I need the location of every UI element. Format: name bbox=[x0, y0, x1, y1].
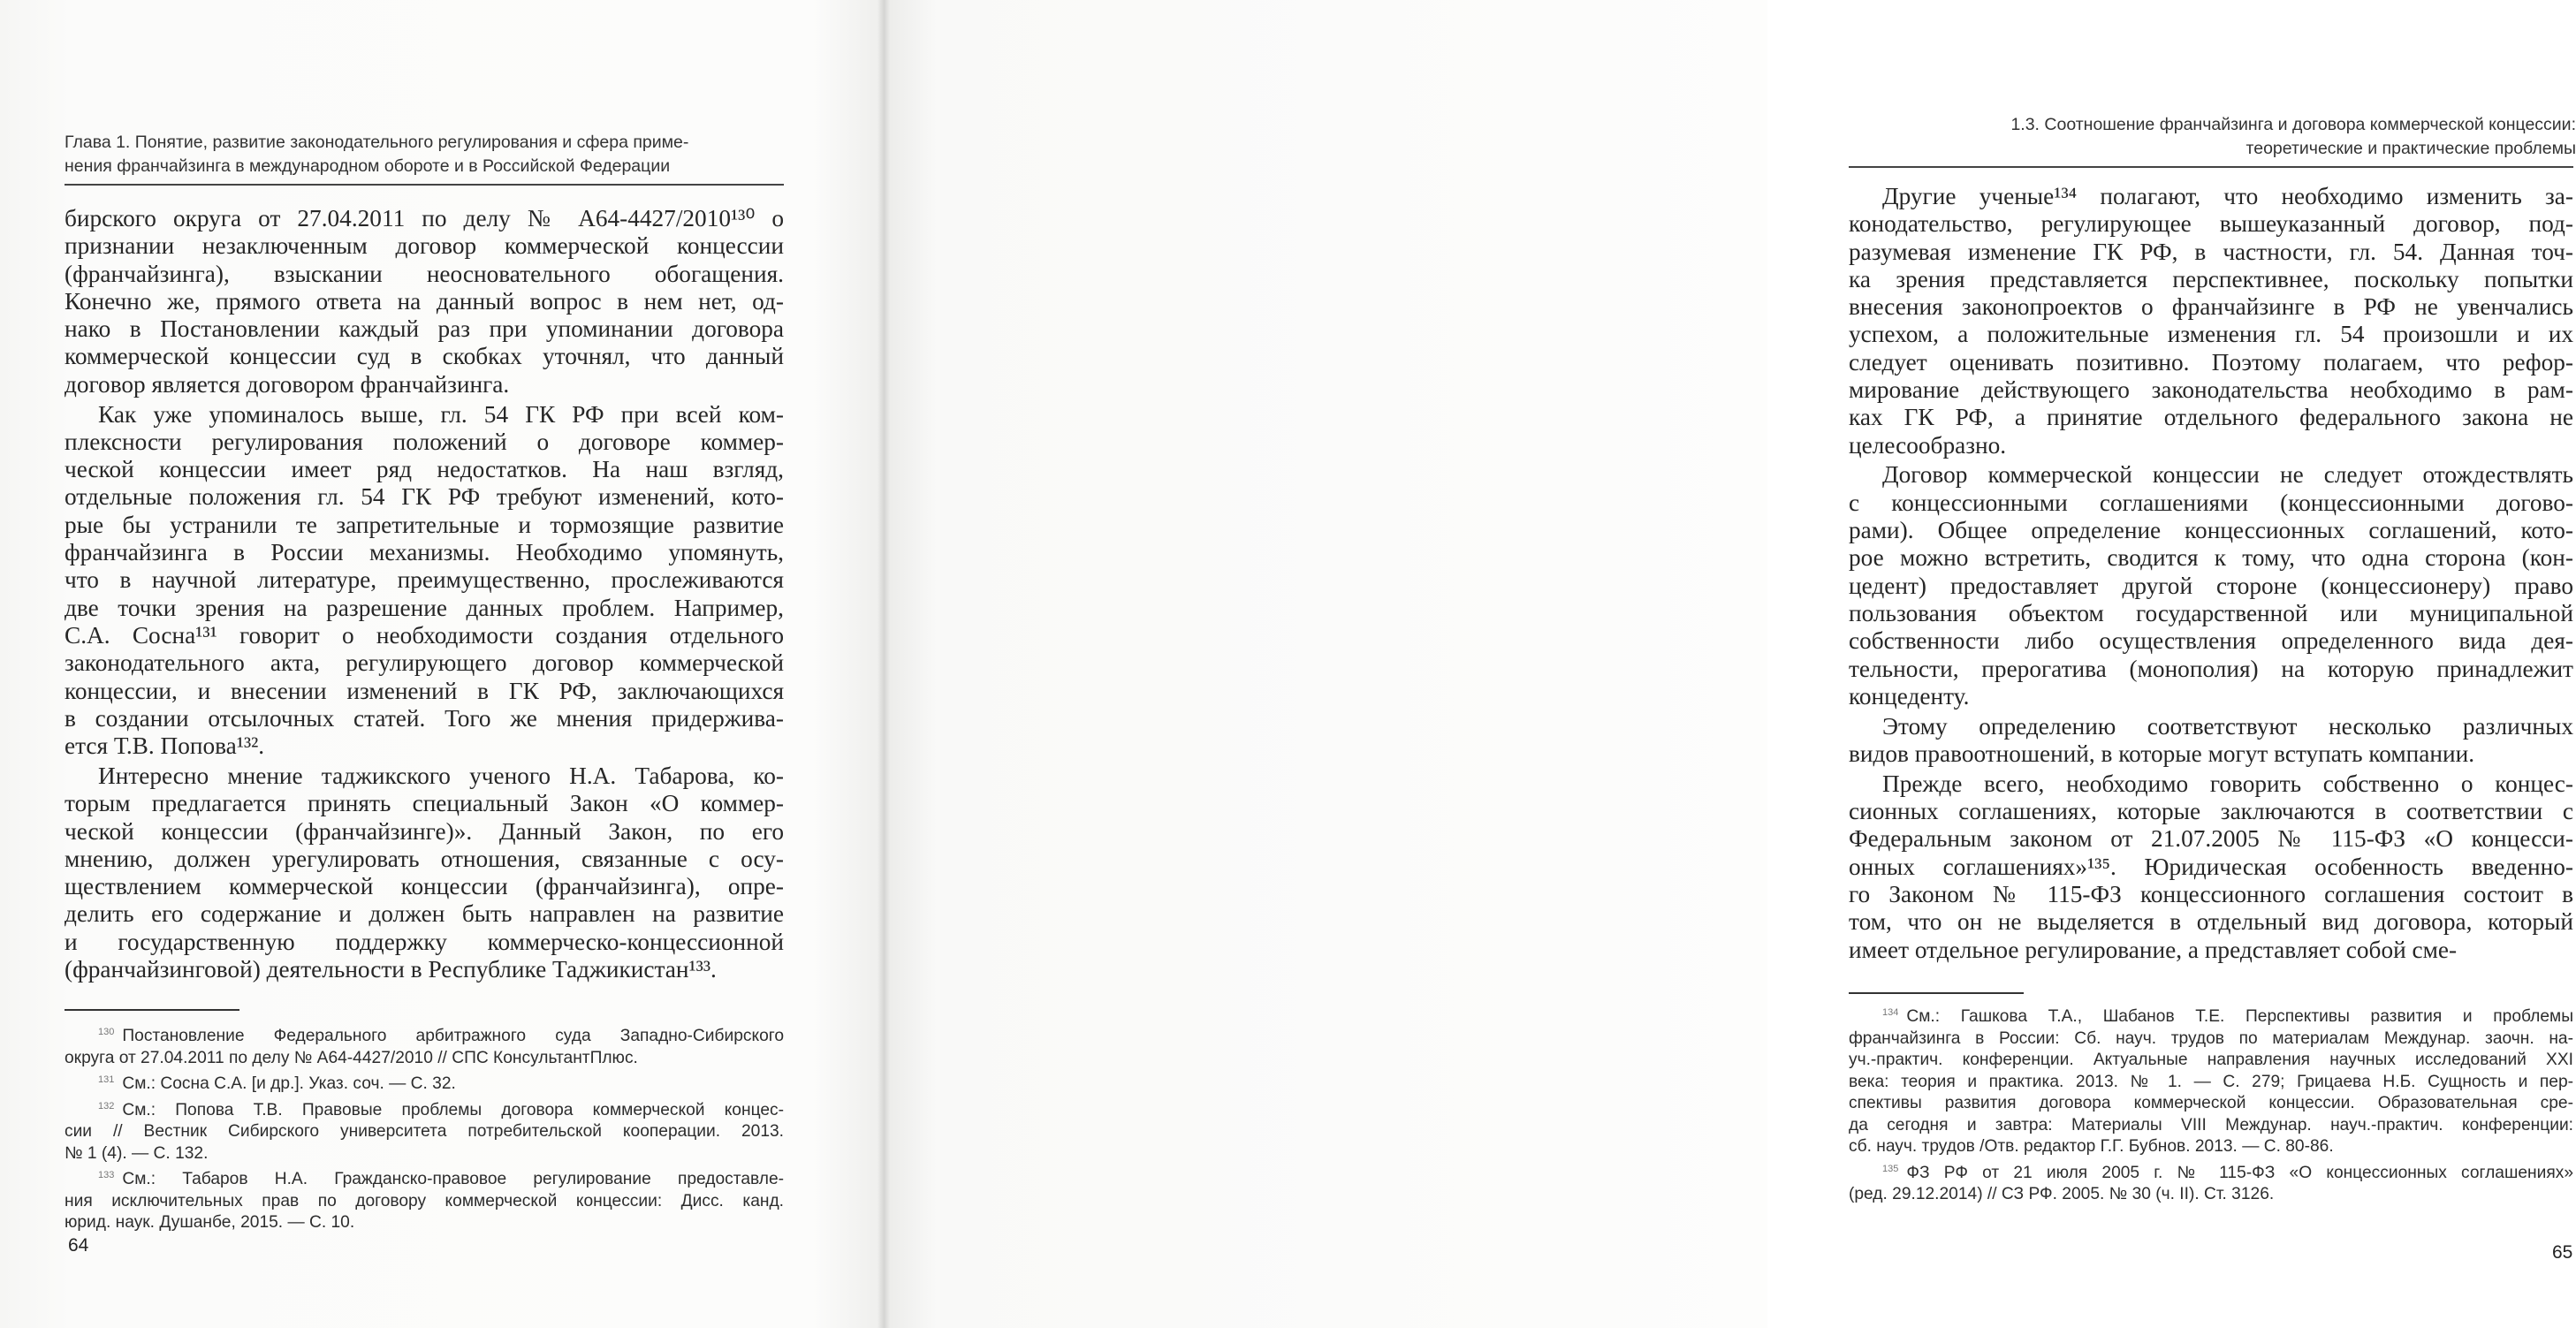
footnote-text: века: теория и практика. 2013. № 1. — С. 279; Грицаева Н.Б. Сущность и пер- bbox=[1849, 1072, 2573, 1091]
footnote-text: ФЗ РФ от 21 июля 2005 г. № 115-ФЗ «О концессионных соглашениях» bbox=[1906, 1163, 2573, 1182]
paragraph bbox=[1849, 713, 2573, 769]
paragraph bbox=[65, 401, 784, 761]
text-line: собственности либо осуществления определенного вида дея- bbox=[1849, 627, 2573, 655]
text-line: Интересно мнение таджикского ученого Н.А. Табарова, ко- bbox=[98, 762, 784, 789]
footnote-line bbox=[1849, 1050, 2573, 1072]
text-line: торым предлагается принять специальный Закон «О коммер- bbox=[65, 790, 784, 817]
footnote-line bbox=[1849, 1072, 2573, 1094]
footnote-number: 130 bbox=[98, 1027, 115, 1037]
text-line: (франчайзинговой) деятельности в Республике Таджикистан¹³³. bbox=[65, 956, 717, 983]
running-head bbox=[65, 131, 761, 178]
footnote-line bbox=[1849, 1028, 2573, 1051]
text-line: что в научной литературе, преимущественно, прослеживаются bbox=[65, 566, 784, 594]
text-line: успехом, а положительные изменения гл. 54 произошли и их bbox=[1849, 321, 2573, 348]
text-line: договор является договором франчайзинга. bbox=[65, 370, 510, 398]
footnote-line bbox=[65, 1212, 784, 1234]
text-line: коммерческой концессии суд в скобках уточнял, что данный bbox=[65, 343, 784, 370]
text-line: и государственную поддержку коммерческо-концессионной bbox=[65, 928, 784, 955]
running-head-line: теоретические и практические проблемы bbox=[2245, 139, 2576, 158]
footnote-line bbox=[1849, 1115, 2573, 1137]
header-rule bbox=[65, 184, 784, 186]
text-line: конодательство, регулирующее вышеуказанный договор, под- bbox=[1849, 210, 2573, 238]
paragraph bbox=[1849, 461, 2573, 710]
text-line: Как уже упоминалось выше, гл. 54 ГК РФ при всей ком- bbox=[98, 400, 784, 428]
text-line: Федеральным законом от 21.07.2005 № 115-ФЗ «О концесси- bbox=[1849, 825, 2573, 853]
text-line: концеденту. bbox=[1849, 682, 1970, 710]
text-line: Договор коммерческой концессии не следует отождествлять bbox=[1882, 461, 2573, 489]
right-page bbox=[884, 0, 2576, 1328]
text-line: бирского округа от 27.04.2011 по делу № А64-4427/2010¹³⁰ о bbox=[65, 205, 784, 231]
footnote bbox=[1849, 1158, 2573, 1206]
footnote-text: (ред. 29.12.2014) // СЗ РФ. 2005. № 30 (ч. II). Ст. 3126. bbox=[1849, 1185, 2275, 1203]
footnotes bbox=[1849, 1002, 2573, 1206]
footnote-line bbox=[1849, 1002, 2573, 1028]
footnote-text: да сегодня и завтра: Материалы VIII Междунар. науч.-практич. конференции: bbox=[1849, 1115, 2573, 1134]
left-page bbox=[0, 0, 884, 1328]
footnote-text: округа от 27.04.2011 по делу № А64-4427/2010 // СПС КонсультантПлюс. bbox=[65, 1048, 638, 1067]
running-head-line: нения франчайзинга в международном обороте и в Российской Федерации bbox=[65, 156, 671, 176]
text-line: Этому определению соответствуют несколько различных bbox=[1882, 712, 2573, 740]
footnote bbox=[65, 1096, 784, 1165]
text-line: нако в Постановлении каждый раз при упоминании договора bbox=[65, 315, 784, 343]
footnote-number: 132 bbox=[98, 1100, 115, 1112]
text-line: имеет отдельное регулирование, а представляет собой сме- bbox=[1849, 936, 2458, 963]
paragraph bbox=[65, 763, 784, 983]
text-line: ка зрения представляется перспективнее, поскольку попытки bbox=[1849, 265, 2573, 292]
text-line: законодательного акта, регулирующего договор коммерческой bbox=[65, 649, 784, 677]
footnote-number: 131 bbox=[98, 1074, 115, 1085]
text-line: делить его содержание и должен быть направлен на развитие bbox=[65, 900, 784, 928]
running-head bbox=[1849, 113, 2576, 161]
footnote-text: ния исключительных прав по договору коммерческой концессии: Дисс. канд. bbox=[65, 1191, 784, 1210]
text-line: плексности регулирования положений о договоре коммер- bbox=[65, 428, 784, 455]
text-line: концессии, и внесении изменений в ГК РФ, заключающихся bbox=[65, 677, 784, 704]
text-line: сионных соглашениях, которые заключаются в соответствии с bbox=[1849, 798, 2573, 825]
text-line: видов правоотношений, в которые могут вступать компании. bbox=[1849, 740, 2475, 767]
text-line: в создании отсылочных статей. Того же мнения придержива- bbox=[65, 704, 784, 732]
footnote-line bbox=[1849, 1136, 2573, 1158]
footnote-text: юрид. наук. Душанбе, 2015. — С. 10. bbox=[65, 1213, 355, 1232]
footnote-line bbox=[65, 1069, 784, 1096]
running-head-line: Глава 1. Понятие, развитие законодательного регулирования и сфера приме- bbox=[65, 133, 689, 152]
footnotes bbox=[65, 1021, 784, 1234]
page-number: 65 bbox=[2552, 1242, 2573, 1263]
footnote-number: 135 bbox=[1882, 1163, 1899, 1174]
footnote bbox=[65, 1069, 784, 1096]
footnote-line bbox=[1849, 1184, 2573, 1206]
paragraph bbox=[65, 205, 784, 398]
running-head-line: 1.3. Соотношение франчайзинга и договора коммерческой концессии: bbox=[2010, 115, 2576, 134]
text-line: отдельные положения гл. 54 ГК РФ требуют изменений, кото- bbox=[65, 483, 784, 511]
footnote bbox=[1849, 1002, 2573, 1158]
footnote-rule bbox=[1849, 992, 2024, 994]
footnote-line bbox=[65, 1021, 784, 1048]
text-line: две точки зрения на разрешение данных проблем. Например, bbox=[65, 594, 784, 621]
text-line: мирование действующего законодательства необходимо в рам- bbox=[1849, 376, 2573, 404]
text-line: го Законом № 115-ФЗ концессионного соглашения состоит в bbox=[1849, 880, 2573, 907]
footnote bbox=[65, 1165, 784, 1234]
text-line: (франчайзинга), взыскании неосновательного обогащения. bbox=[65, 260, 784, 287]
text-line: С.А. Сосна¹³¹ говорит о необходимости создания отдельного bbox=[65, 621, 784, 649]
text-line: рое можно встретить, сводится к тому, что одна сторона (кон- bbox=[1849, 544, 2573, 572]
paragraph bbox=[1849, 183, 2573, 459]
text-line: мнению, должен урегулировать отношения, связанные с осу- bbox=[65, 845, 784, 872]
text-line: ется Т.В. Попова¹³². bbox=[65, 732, 265, 760]
footnote-text: См.: Сосна С.А. [и др.]. Указ. соч. — С. 32. bbox=[122, 1074, 456, 1093]
footnote-text: спективы развития договора коммерческой концессии. Образовательная сре- bbox=[1849, 1094, 2573, 1112]
text-line: внесения законопроектов о франчайзинге в РФ не увенчались bbox=[1849, 293, 2573, 321]
footnote bbox=[65, 1021, 784, 1069]
footnote-line bbox=[65, 1165, 784, 1191]
text-line: с концессионными соглашениями (концессионными догово- bbox=[1849, 489, 2573, 516]
text-line: пользования объектом государственной или муниципальной bbox=[1849, 599, 2573, 626]
footnote-line bbox=[1849, 1158, 2573, 1185]
text-line: рами). Общее определение концессионных соглашений, кото- bbox=[1849, 517, 2573, 544]
text-line: Конечно же, прямого ответа на данный вопрос в нем нет, од- bbox=[65, 287, 784, 315]
text-line: следует оценивать позитивно. Поэтому полагаем, что рефор- bbox=[1849, 348, 2573, 376]
footnote-text: франчайзинга в России: Сб. науч. трудов по материалам Междунар. заочн. на- bbox=[1849, 1028, 2573, 1048]
body-text bbox=[65, 205, 784, 986]
footnote-line bbox=[1849, 1093, 2573, 1115]
footnote-text: сии // Вестник Сибирского университета потребительской кооперации. 2013. bbox=[65, 1122, 784, 1141]
footnote-text: уч.-практич. конференции. Актуальные направления научных исследований XXI bbox=[1849, 1051, 2573, 1069]
footnote-text: сб. науч. трудов /Отв. редактор Г.Г. Бубнов. 2013. — С. 80-86. bbox=[1849, 1137, 2334, 1156]
footnote-line bbox=[65, 1121, 784, 1143]
footnote-text: См.: Попова Т.В. Правовые проблемы договора коммерческой концес- bbox=[122, 1100, 784, 1119]
text-line: онных соглашениях»¹³⁵. Юридическая особенность введенно- bbox=[1849, 853, 2573, 880]
book-gutter-shadow bbox=[878, 0, 890, 1328]
text-line: Другие ученые¹³⁴ полагают, что необходимо изменить за- bbox=[1882, 183, 2573, 209]
text-line: целесообразно. bbox=[1849, 431, 2007, 459]
header-rule bbox=[1849, 166, 2573, 168]
footnote-text: См.: Гашкова Т.А., Шабанов Т.Е. Перспективы развития и проблемы bbox=[1906, 1007, 2573, 1026]
text-line: франчайзинга в России механизмы. Необходимо упомянуть, bbox=[65, 539, 784, 566]
text-line: разумевая изменение ГК РФ, в частности, гл. 54. Данная точ- bbox=[1849, 238, 2573, 265]
footnote-rule bbox=[65, 1009, 239, 1011]
text-line: ществлением коммерческой концессии (франчайзинга), опре- bbox=[65, 873, 784, 900]
footnote-line bbox=[65, 1191, 784, 1213]
text-line: том, что он не выделяется в отдельный вид договора, который bbox=[1849, 908, 2573, 936]
footnote-text: См.: Табаров Н.А. Гражданско-правовое регулирование предоставле- bbox=[122, 1170, 784, 1188]
text-line: ках ГК РФ, а принятие отдельного федерального закона не bbox=[1849, 404, 2573, 431]
footnote-number: 134 bbox=[1882, 1007, 1899, 1018]
footnote-line bbox=[65, 1096, 784, 1122]
text-line: признании незаключенным договор коммерческой концессии bbox=[65, 232, 784, 260]
text-line: ческой концессии (франчайзинге)». Данный Закон, по его bbox=[65, 817, 784, 845]
footnote-number: 133 bbox=[98, 1170, 115, 1180]
text-line: цедент) предоставляет другой стороне (концессионеру) право bbox=[1849, 572, 2573, 599]
text-line: Прежде всего, необходимо говорить собственно о концес- bbox=[1882, 770, 2573, 797]
paragraph bbox=[1849, 770, 2573, 964]
text-line: рые бы устранили те запретительные и тормозящие развитие bbox=[65, 511, 784, 538]
footnote-text: № 1 (4). — С. 132. bbox=[65, 1143, 209, 1163]
footnote-line bbox=[65, 1143, 784, 1165]
body-text bbox=[1849, 183, 2573, 966]
page-number: 64 bbox=[68, 1235, 89, 1256]
text-line: ческой концессии имеет ряд недостатков. На наш взгляд, bbox=[65, 456, 784, 483]
text-line: тельности, прерогатива (монополия) на которую принадлежит bbox=[1849, 655, 2573, 682]
footnote-line bbox=[65, 1048, 784, 1070]
footnote-text: Постановление Федерального арбитражного суда Западно-Сибирского bbox=[122, 1027, 784, 1045]
